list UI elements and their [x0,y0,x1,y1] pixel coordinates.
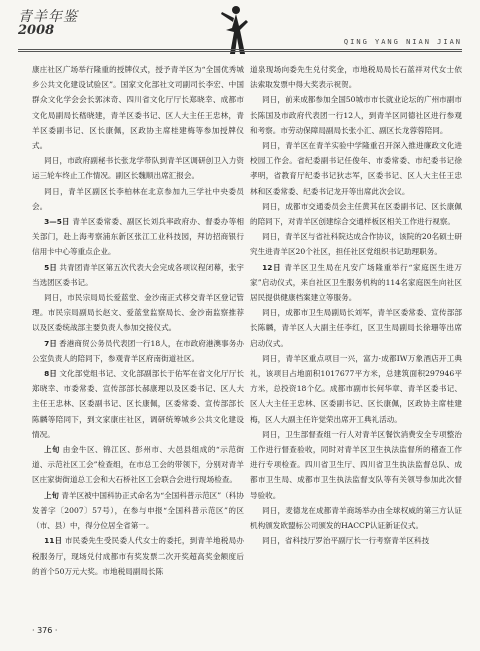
entry-date: 3—5日 [44,217,70,227]
paragraph [250,503,462,533]
paragraph [250,533,462,548]
paragraph [32,533,244,579]
paragraph-text: 香港商贸公务员代表团一行18人，在市政府港澳事务办公室负责人的陪同下，参观青羊区府南街道社区。 [32,338,244,363]
paragraph-text: 康庄社区广场举行隆重的授牌仪式，授予青羊区为“全国优秀城乡公共文化建设试验区”。国家文化部社文司副司长李宏、中国群众文化学会会长郭沫奇、四川省文化厅厅长郑晓幸、成都市文化局副局长嵇晓建，青羊区委书记、区人大主任王忠林，青羊区委副书记、区长康佩，区政协主席桂建梅等参加授牌仪式。 [32,65,244,151]
paragraph-text: 同日，麦德龙在成都青羊商场举办由全球权威的第三方认证机构颁发欧盟标公司颁发的HACCP认证新证仪式。 [250,505,462,531]
yearbook-logo [18,10,78,38]
paragraph [32,153,244,183]
paragraph [32,336,244,366]
entry-date: 12日 [262,262,282,272]
entry-date: 11日 [44,536,63,546]
paragraph-text: 道泉现场向委先生兑付奖金，市地税局局长石蓝祥对代女士依法索取发票中得大奖表示祝贺。 [250,65,462,90]
entry-date: 8日 [44,369,57,379]
right-column [250,62,462,549]
paragraph [32,442,244,488]
paragraph [250,260,462,306]
paragraph-text: 同日，省科技厅罗治平副厅长一行考察青羊区科技 [262,536,430,546]
paragraph-text: 共青团青羊区第五次代表大会完成各项议程闭幕，张宇当选团区委书记。 [32,262,244,287]
paragraph [250,138,462,199]
entry-date: 7日 [44,338,57,348]
paragraph [32,260,244,290]
paragraph [250,305,462,351]
paragraph-text: 同日，成都市交通委员会主任黄其在区委副书记、区长康佩的陪同下，对青羊区创建综合交通样板区相关工作进行视察。 [250,201,462,227]
paragraph-text: 文化部党组书记、文化部副部长于佑军在省文化厅厅长郑晓幸、市委常委、宣传部部长郝康理以及区委书记、区人大主任王忠林、区委副书记、区长康佩，区委常委、宣传部部长陈麟等陪同下，到文家康庄社区，调研统筹城乡公共文化建设情况。 [32,369,244,439]
paragraph [250,62,462,92]
entry-date: 5日 [44,262,57,272]
page-header [0,0,480,58]
paragraph-text: 青羊区被中国科协正式命名为“全国科普示范区”（科协发普字〔2007〕57号），在参与申报“全国科普示范区”的区（市、县）中，得分位居全省第一。 [32,490,244,531]
paragraph [250,199,462,229]
paragraph [250,351,462,427]
paragraph [32,366,244,442]
logo-year: 2008 [18,23,55,38]
paragraph [250,92,462,138]
paragraph-text: 由金牛区、锦江区、彭州市、大邑县组成的“示范街道、示范社区工会”检查组，在市总工会的带领下，分别对青羊区庄家街街道总工会和大石桥社区工会联合会进行现场检查。 [32,445,244,485]
paragraph [32,488,244,534]
entry-date: 上旬 [44,445,60,455]
paragraph-text: 同日，前来成都参加全国50城市市长就业论坛的广州市副市长陈国及市政府代表团一行12人，到青羊区同德社区进行参观和考察。市劳动保障局副局长张小汇、副区长龙蓉蓉陪同。 [250,95,462,135]
paragraph [32,214,244,260]
paragraph [32,184,244,214]
header-rule [18,49,462,52]
paragraph-text: 市民委先生受民委人代女士的委托，到青羊地税局办税服务厅，现场兑付成都市有奖发票二次开奖超高奖金额度后的首个50万元大奖。市地税局副局长陈 [32,536,244,576]
paragraph [250,229,462,259]
paragraph [250,427,462,503]
paragraph [32,62,244,153]
paragraph-text: 青羊区委常委、副区长刘兵率政府办、督委办等相关部门，赴上海考察浦东新区张江工业科技园，拜访招商银行信用卡中心等重点企业。 [32,217,244,257]
left-column [32,62,244,579]
paragraph-text: 同日，青羊区与省社科院达成合作协议，该院的20名硕士研究生进青羊区20个社区，担任社区党组织书记助理职务。 [250,232,462,257]
header-pinyin: QING YANG NIAN JIAN [343,38,462,46]
paragraph-text: 青羊区卫生局在凡安广场隆重举行“家庭医生进万家”启动仪式，来自社区卫生服务机构的114名家庭医生向社区居民提供健康档案建立等服务。 [250,262,462,303]
paragraph-text: 同日，成都市卫生局副局长刘军，青羊区委常委、宣传部部长陈麟，青羊区人大副主任李红，区卫生局副局长徐珊等出席启动仪式。 [250,308,462,348]
paragraph-text: 同日，市民宗局局长爱蓝堂、金沙南正式移交青羊区登记管理。市民宗局副局长赵文、爱蓝堂监察局长、金沙南监察推荐以及区委统战部主要负责人参加交接仪式。 [32,293,244,333]
paragraph-text: 同日，市政府副秘书长张龙学带队到青羊区调研创卫入力资运三轮车终止工作情况。副区长魏顺出席汇报会。 [32,156,244,181]
paragraph-text: 同日，青羊区在青羊实验中学隆重召开深入推进廉政文化进校园工作会。省纪委副书记任俊年、市委常委、市纪委书记徐孝明，省教育厅纪委书记狄志军，区委书记、区人大主任王忠林和区委常委、纪委书记龙开等出席此次会议。 [250,141,462,196]
logo-title: 青羊年鉴 [18,9,78,25]
paragraph-text: 同日，青羊区副区长李柏林在北京参加九三学社中央委员会。 [32,186,244,211]
paragraph-text: 同日，青羊区重点项目一兴，富力·成都IW万象酒店开工典礼，该项目占地面积1017677平方米，总建筑面积297946平方米，总投资18个亿。成都市副市长何华章、青羊区委书记、区人大主任王忠林、区委副书记、区长康佩，区政协主席桂建梅，区人大副主任许觉荣出席开工典礼活动。 [250,353,462,424]
entry-date: 上旬 [44,490,59,500]
paragraph-text: 同日，卫生部督查组一行人对青羊区餐饮消费安全专项整治工作进行督查验收，同时对青羊区卫生执法监督所的稽查工作进行专项检查。四川省卫生厅、四川省卫生执法监督总队、成都市卫生局、成都市卫生执法监督支队等有关领导参加此次督导验收。 [250,429,462,500]
paragraph [32,290,244,336]
page-number: · 376 · [32,626,58,635]
